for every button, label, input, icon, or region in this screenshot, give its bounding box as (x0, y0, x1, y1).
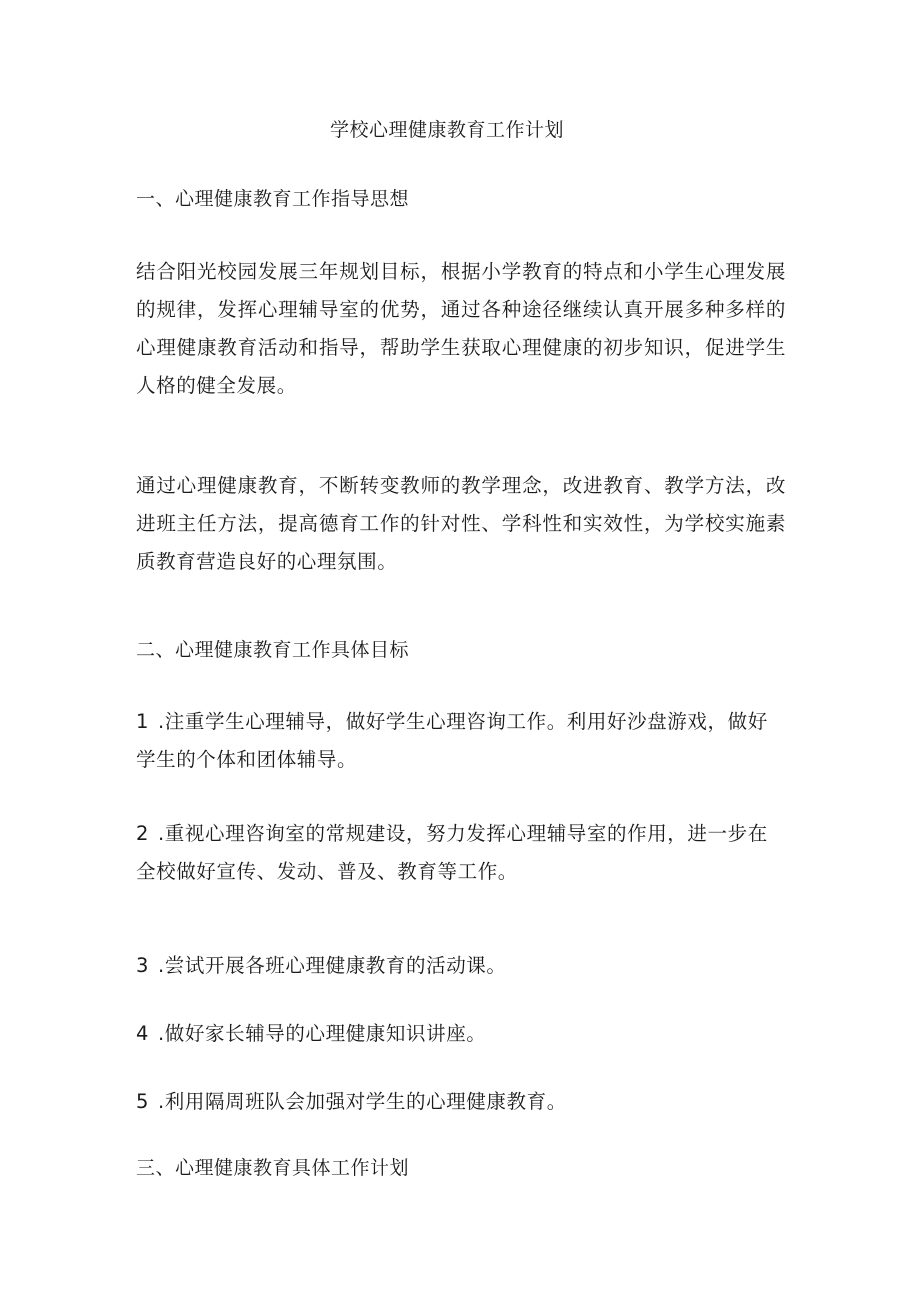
list-item-text: .做好家长辅导的心理健康知识讲座。 (158, 1022, 487, 1045)
list-item-number: 3 (136, 954, 150, 977)
section-1-heading: 一、心理健康教育工作指导思想 (136, 188, 410, 210)
list-item (136, 1015, 786, 1053)
list-item (136, 703, 786, 779)
section-3-heading: 三、心理健康教育具体工作计划 (136, 1157, 410, 1179)
list-item-text: .利用隔周班队会加强对学生的心理健康教育。 (158, 1090, 567, 1113)
list-item (136, 1083, 786, 1121)
section-1-paragraph-1: 结合阳光校园发展三年规划目标，根据小学教育的特点和小学生心理发展的规律，发挥心理辅导室的优势，通过各种途径继续认真开展多种多样的心理健康教育活动和指导，帮助学生获取心理健康的初步知识，促进学生人格的健全发展。 (136, 260, 786, 397)
list-item-number: 4 (136, 1022, 150, 1045)
list-item-text: .尝试开展各班心理健康教育的活动课。 (158, 954, 507, 977)
list-item (136, 815, 786, 891)
list-item-number: 2 (136, 822, 150, 845)
list-item-text: .重视心理咨询室的常规建设，努力发挥心理辅导室的作用，进一步在全校做好宣传、发动、普及、教育等工作。 (136, 822, 768, 883)
list-item-number: 5 (136, 1090, 150, 1113)
list-item-number: 1 (136, 710, 150, 733)
document-title: 学校心理健康教育工作计划 (330, 119, 565, 141)
section-1-paragraph-2: 通过心理健康教育，不断转变教师的教学理念，改进教育、教学方法，改进班主任方法，提高德育工作的针对性、学科性和实效性，为学校实施素质教育营造良好的心理氛围。 (136, 474, 786, 573)
list-item-text: .注重学生心理辅导，做好学生心理咨询工作。利用好沙盘游戏，做好学生的个体和团体辅导。 (136, 710, 768, 771)
list-item (136, 947, 786, 985)
section-2-heading: 二、心理健康教育工作具体目标 (136, 639, 410, 661)
